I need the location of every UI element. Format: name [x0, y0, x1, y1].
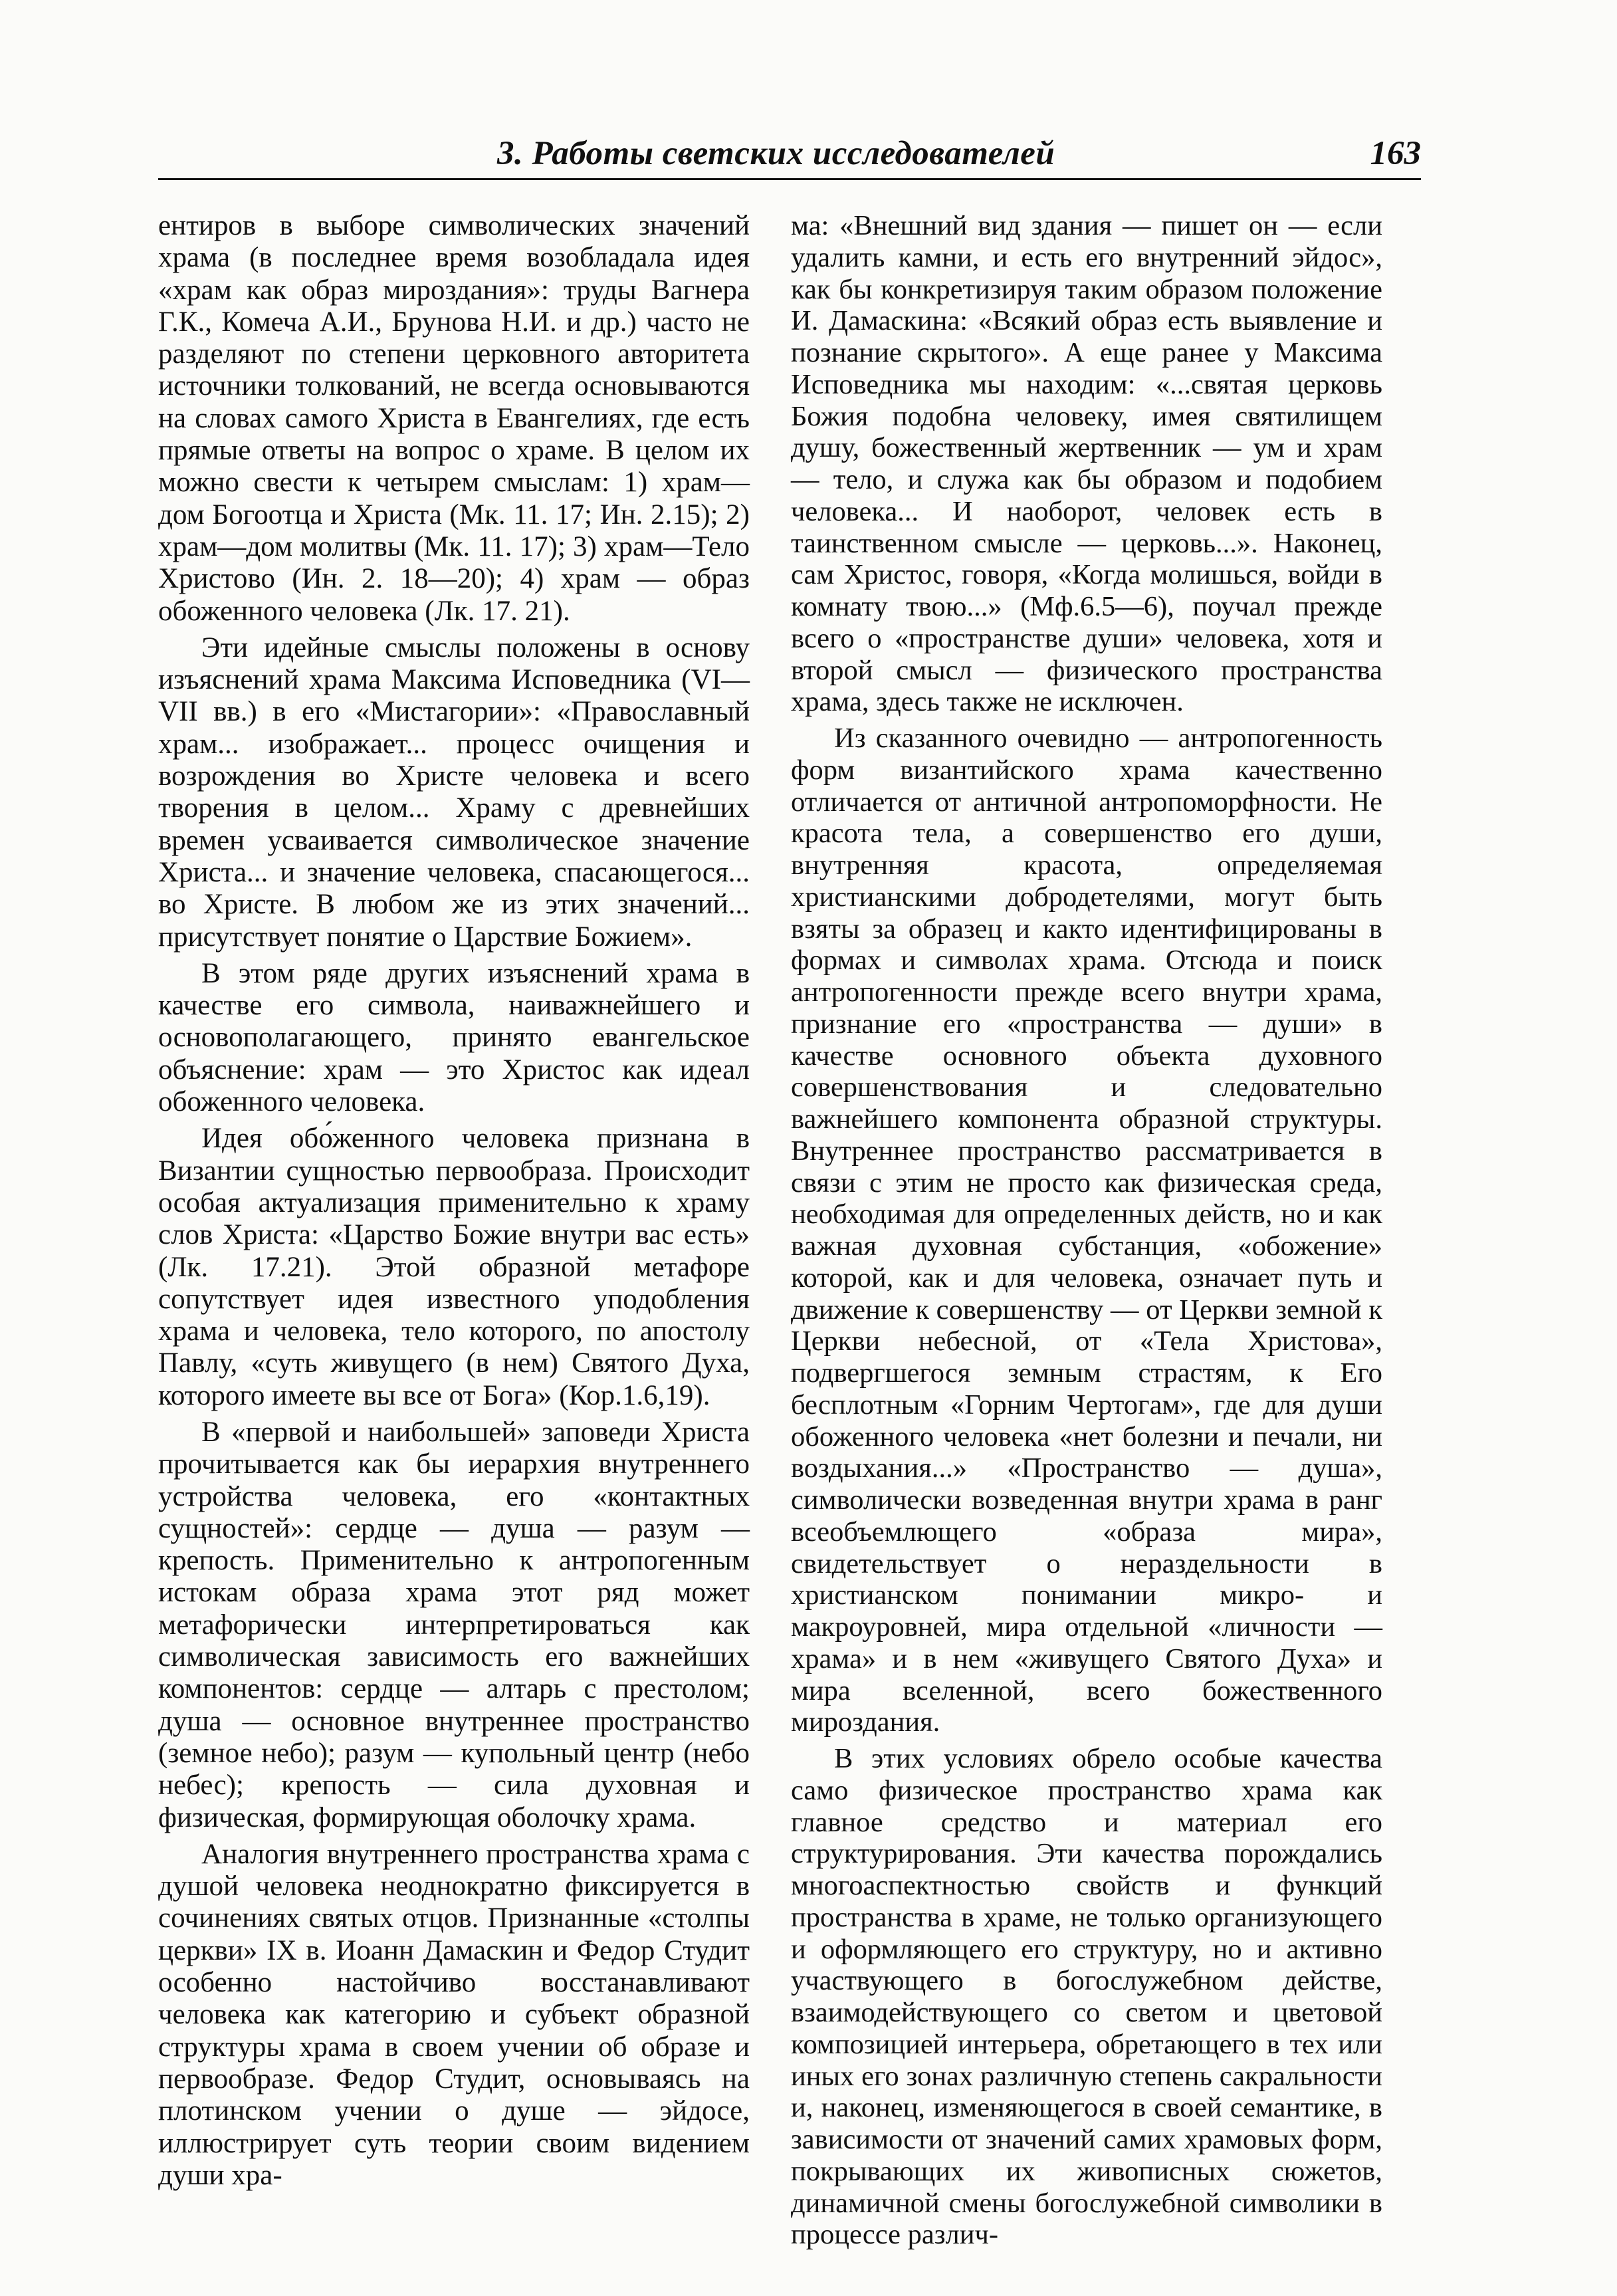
paragraph: В этом ряде других изъяснений храма в качестве его символа, наиважнейшего и основополагающего, принято евангельское объяснение: храм — это Христос как идеал обоженного человека.	[158, 957, 750, 1118]
running-head	[158, 133, 1421, 174]
header-rule	[158, 178, 1421, 180]
paragraph: Эти идейные смыслы положены в основу изъяснений храма Максима Исповедника (VI—VII вв.) в его «Мистагории»: «Православный храм... изображает... процесс очищения и возрождения во Христе человека и всего творения в целом... Храму с древнейших времен усваивается символическое значение Христа... и значение человека, спасающегося... во Христе. В любом же из этих значений... присутствует понятие о Царствие Божием».	[158, 631, 750, 953]
page-number: 163	[1370, 135, 1421, 172]
paragraph: В «первой и наибольшей» заповеди Христа прочитывается как бы иерархия внутреннего устройства человека, его «контактных сущностей»: сердце — душа — разум — крепость. Применительно к антропогенным истокам образа храма этот ряд может метафорически интерпретироваться как символическая зависимость его важнейших компонентов: сердце — алтарь с престолом; душа — основное внутреннее пространство (земное небо); разум — купольный центр (небо небес); крепость — сила духовная и физическая, формирующая оболочку храма.	[158, 1416, 750, 1833]
paragraph: Из сказанного очевидно — антропогенность форм византийского храма качественно отличается от античной антропоморфности. Не красота тела, а совершенство его души, внутренняя красота, определяемая христианскими добродетелями, могут быть взяты за образец и както идентифицированы в формах и символах храма. Отсюда и поиск антропогенности прежде всего внутри храма, признание его «пространства — души» в качестве основного объекта духовного совершенствования и следовательно важнейшего компонента образной структуры. Внутреннее пространство рассматривается в связи с этим не просто как физическая среда, необходимая для определенных действ, но и как важная духовная субстанция, «обожение» которой, как и для человека, означает путь и движение к совершенству — от Церкви земной к Церкви небесной, от «Тела Христова», подвергшегося земным страстям, к Его бесплотным «Горним Чертогам», где для души обоженного человека «нет болезни и печали, ни воздыхания...» «Пространство — душа», символически возведенная внутри храма в ранг всеобъемлющего «образа мира», свидетельствует о нераздельности в христианском понимании микро- и макроуровней, мира отдельной «личности — храма» и в нем «живущего Святого Духа» и мира вселенной, всего божественного мироздания.	[791, 723, 1382, 1738]
running-title: 3. Работы светских исследователей	[497, 135, 1055, 172]
paragraph: Аналогия внутреннего пространства храма с душой человека неоднократно фиксируется в сочинениях святых отцов. Признанные «столпы церкви» IX в. Иоанн Дамаскин и Федор Студит особенно настойчиво восстанавливают человека как категорию и субъект образной структуры храма в своем учении об образе и первообразе. Федор Студит, основываясь на плотинском учении о душе — эйдосе, иллюстрирует суть теории своим видением души хра-	[158, 1838, 750, 2191]
paragraph: В этих условиях обрело особые качества само физическое пространство храма как главное средство и материал его структурирования. Эти качества порождались многоаспектностью свойств и функций пространства в храме, не только организующего и оформляющего его структуру, но и активно участвующего в богослужебном действе, взаимодействующего со светом и цветовой композицией интерьера, обретающего в тех или иных его зонах различную степень сакральности и, наконец, изменяющегося в своей семантике, в зависимости от значений самих храмовых форм, покрывающих их живописных сюжетов, динамичной смены богослужебной символики в процессе различ-	[791, 1743, 1382, 2251]
paragraph: ентиров в выборе символических значений храма (в последнее время возобладала идея «храм как образ мироздания»: труды Вагнера Г.К., Комеча А.И., Брунова Н.И. и др.) часто не разделяют по степени церковного авторитета источники толкований, не всегда основываются на словах самого Христа в Евангелиях, где есть прямые ответы на вопрос о храме. В целом их можно свести к четырем смыслам: 1) храм—дом Богоотца и Христа (Мк. 11. 17; Ин. 2.15); 2) храм—дом молитвы (Мк. 11. 17); 3) храм—Тело Христово (Ин. 2. 18—20); 4) храм — образ обоженного человека (Лк. 17. 21).	[158, 210, 750, 627]
right-column	[791, 210, 1382, 2251]
paragraph: ма: «Внешний вид здания — пишет он — если удалить камни, и есть его внутренний эйдос», как бы конкретизируя таким образом положение И. Дамаскина: «Всякий образ есть выявление и познание скрытого». А еще ранее у Максима Исповедника мы находим: «...святая церковь Божия подобна человеку, имея святилищем душу, божественный жертвенник — ум и храм — тело, и служа как бы образом и подобием человека... И наоборот, человек есть в таинственном смысле — церковь...». Наконец, сам Христос, говоря, «Когда молишься, войди в комнату твою...» (Мф.6.5—6), поучал прежде всего о «пространстве души» человека, хотя и второй смысл — физического пространства храма, здесь также не исключен.	[791, 210, 1382, 718]
paragraph: Идея обо́женного человека признана в Византии сущностью первообраза. Происходит особая актуализация применительно к храму слов Христа: «Царство Божие внутри вас есть» (Лк. 17.21). Этой образной метафоре сопутствует идея известного уподобления храма и человека, тело которого, по апостолу Павлу, «суть живущего (в нем) Святого Духа, которого имеете вы все от Бога» (Кор.1.6,19).	[158, 1123, 750, 1411]
left-column	[158, 210, 750, 2192]
